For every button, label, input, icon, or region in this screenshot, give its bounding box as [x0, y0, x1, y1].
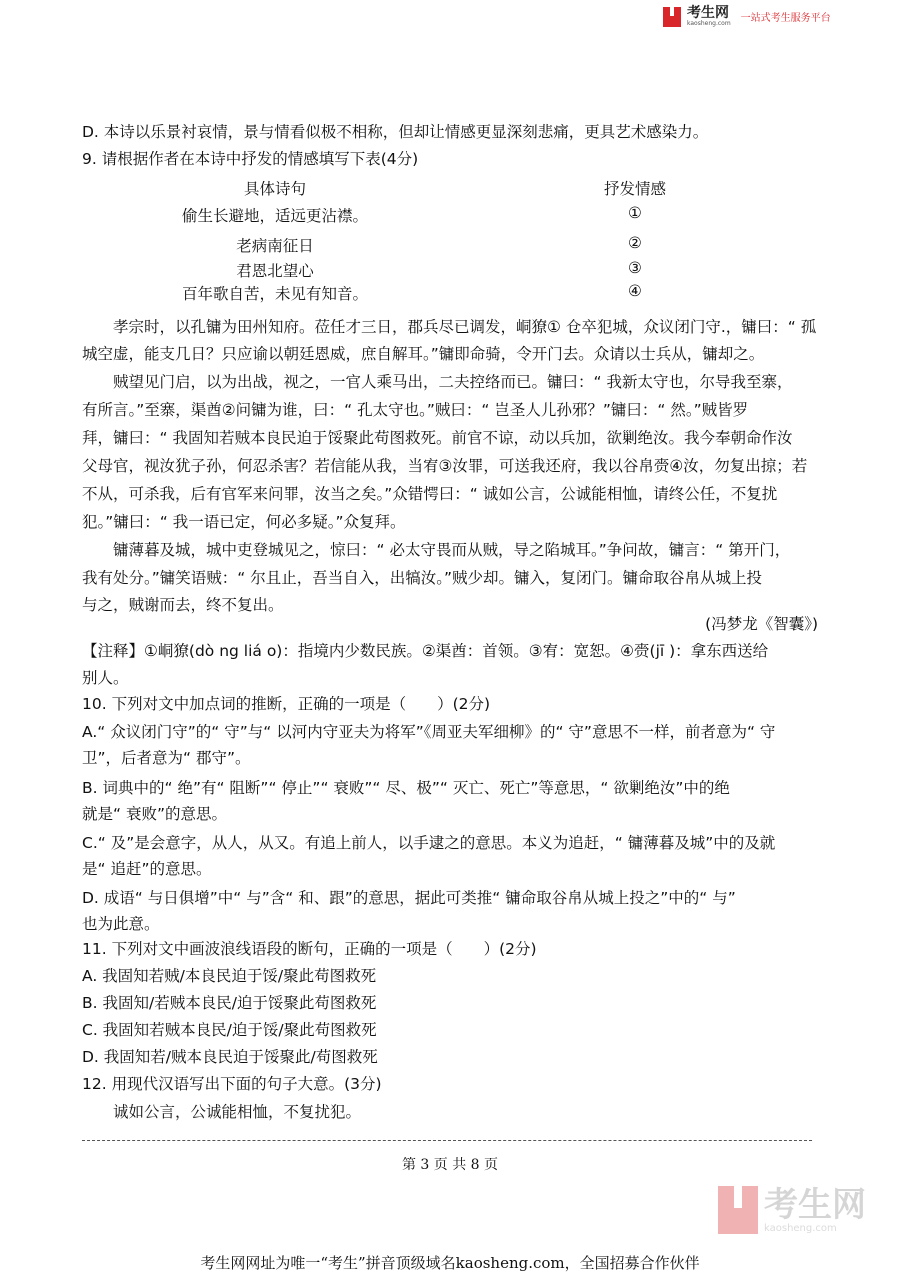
- slogan: 一站式考生服务平台: [740, 13, 831, 24]
- option-line: D. 我固知若/贼本良民迫于馁聚此/苟图救死: [82, 1048, 378, 1066]
- passage-line: 父母官，视汝犹子孙，何忍杀害？若信能从我，当宥③汝罪，可送我还府，我以谷帛赍④汝，勿复出掠；若: [82, 457, 808, 475]
- table-cell: ③: [628, 259, 642, 277]
- option-line: B. 词典中的“ 绝”有“ 阻断”“ 停止”“ 衰败”“ 尽、极”“ 灭亡、死亡”等意思，“ 欲剿绝汝”中的绝: [82, 779, 730, 797]
- option-line: 是“ 追赶”的意思。: [82, 860, 212, 878]
- passage-line: 孝宗时，以孔镛为田州知府。莅任才三日，郡兵尽已调发，峒獠① 仓卒犯城，众议闭门守.，镛曰：“ 孤: [113, 318, 817, 336]
- passage-line: 犯。”镛曰：“ 我一语已定，何必多疑。”众复拜。: [82, 513, 406, 531]
- table-header: 具体诗句: [243, 180, 306, 198]
- passage-line: 我有处分。”镛笑语贼：“ 尔且止，吾当自入，出犒汝。”贼少却。镛入，复闭门。镛命取谷帛从城上投: [82, 569, 763, 587]
- notes-line: 别人。: [82, 669, 129, 687]
- passage-line: 拜，镛曰：“ 我固知若贼本良民迫于馁聚此苟图救死。前官不谅，动以兵加，欲剿绝汝。我今奉朝命作汝: [82, 429, 793, 447]
- option-line: A.“ 众议闭门守”的“ 守”与“ 以河内守亚夫为将军”《周亚夫军细柳》的“ 守”意思不一样，前者意为“ 守: [82, 723, 776, 741]
- passage-line: 城空虚，能支几日？只应谕以朝廷恩威，庶自解耳。”镛即命骑，令开门去。众请以士兵从，镛却之。: [82, 345, 765, 363]
- watermark-sub: kaosheng.com: [764, 1222, 837, 1234]
- footer-text: 考生网网址为唯一“考生”拼音顶级域名kaosheng.com，全国招募合作伙伴: [200, 1254, 700, 1272]
- notes-line: 【注释】①峒獠(dò ng liá o)：指境内少数民族。②渠酋：首领。③宥：宽恕。④赍(jī )：拿东西送给: [82, 642, 769, 660]
- option-d-prev: D. 本诗以乐景衬哀情，景与情看似极不相称，但却让情感更显深刻悲痛，更具艺术感染力。: [82, 123, 709, 141]
- question-10: 10. 下列对文中加点词的推断，正确的一项是（ ）(2分): [82, 695, 491, 713]
- question-12: 12. 用现代汉语写出下面的句子大意。(3分): [82, 1075, 382, 1093]
- option-line: 卫”，后者意为“ 郡守”。: [82, 749, 251, 767]
- table-header: 抒发情感: [603, 180, 666, 198]
- passage-line: 不从，可杀我，后有官军来问罪，汝当之矣。”众错愕曰：“ 诚如公言，公诚能相恤，请终公任，不复扰: [82, 485, 778, 503]
- passage-line: 镛薄暮及城，城中吏登城见之，惊曰：“ 必太守畏而从贼，导之陷城耳。”争问故，镛言：“ 第开门，: [113, 541, 791, 559]
- watermark-text: 考生网: [764, 1184, 866, 1225]
- question-12-sentence: 诚如公言，公诚能相恤，不复扰犯。: [113, 1103, 362, 1121]
- answer-line: [82, 1140, 812, 1141]
- table-cell: ④: [628, 282, 642, 300]
- passage-line: 有所言。”至寨，渠酋②问镛为谁，曰：“ 孔太守也。”贼曰：“ 岂圣人儿孙邪？”镛曰：“ 然。”贼皆罗: [82, 401, 749, 419]
- passage-line: 与之，贼谢而去，终不复出。: [82, 596, 284, 614]
- question-11: 11. 下列对文中画波浪线语段的断句，正确的一项是（ ）(2分): [82, 940, 537, 958]
- logo-text: 考生网: [687, 5, 729, 21]
- option-line: B. 我固知/若贼本良民/迫于馁聚此苟图救死: [82, 994, 377, 1012]
- option-line: 也为此意。: [82, 915, 160, 933]
- site-logo: [663, 6, 831, 27]
- option-line: 就是“ 衰败”的意思。: [82, 805, 227, 823]
- watermark-logo: [718, 1186, 866, 1234]
- question-9: 9. 请根据作者在本诗中抒发的情感填写下表(4分): [82, 150, 419, 168]
- logo-sub: kaosheng.com: [687, 20, 731, 27]
- option-line: C. 我固知若贼本良民/迫于馁/聚此苟图救死: [82, 1021, 377, 1039]
- table-cell: 偷生长避地，适远更沾襟。: [181, 207, 368, 225]
- watermark-mark-icon: [718, 1186, 758, 1234]
- table-cell: 老病南征日: [236, 237, 314, 255]
- option-line: C.“ 及”是会意字，从人，从又。有追上前人，以手逮之的意思。本义为追赶，“ 镛薄暮及城”中的及就: [82, 834, 776, 852]
- table-cell: 百年歌自苦，未见有知音。: [181, 285, 368, 303]
- logo-mark-icon: [663, 7, 681, 27]
- option-line: D. 成语“ 与日俱增”中“ 与”含“ 和、跟”的意思，据此可类推“ 镛命取谷帛从城上投之”中的“ 与”: [82, 889, 736, 907]
- option-line: A. 我固知若贼/本良民迫于馁/聚此苟图救死: [82, 967, 377, 985]
- table-cell: ②: [628, 234, 642, 252]
- table-cell: 君恩北望心: [236, 262, 314, 280]
- table-cell: ①: [628, 204, 642, 222]
- passage-source: (冯梦龙《智囊》): [705, 615, 818, 633]
- page-number: 第 3 页 共 8 页: [401, 1157, 499, 1173]
- passage-line: 贼望见门启，以为出战，视之，一官人乘马出，二夫控络而已。镛曰：“ 我新太守也，尔导我至寨，: [113, 373, 793, 391]
